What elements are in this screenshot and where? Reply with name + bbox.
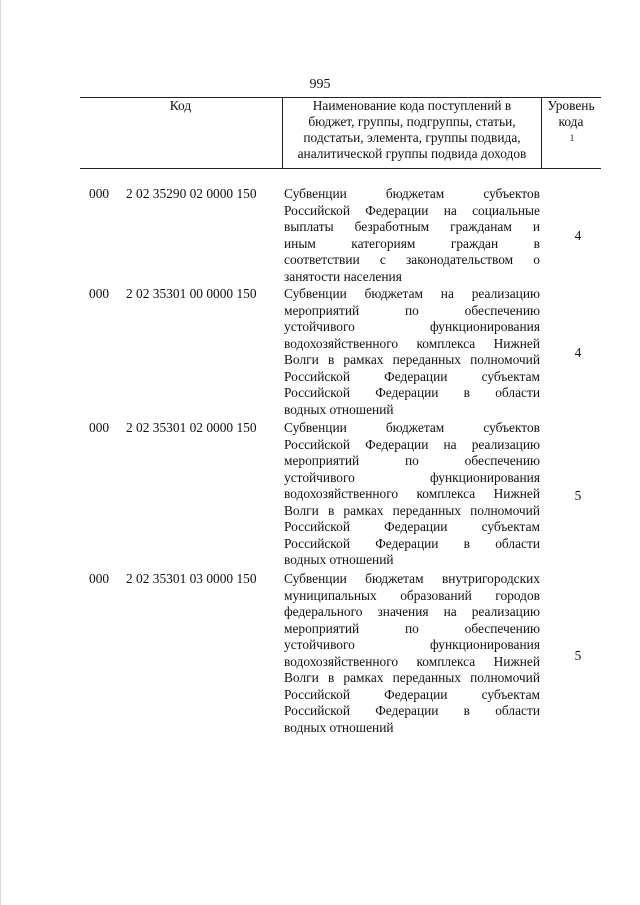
name-line: иным категориям граждан в	[284, 235, 540, 251]
admin-code: 000	[89, 286, 110, 301]
page-number: 995	[309, 77, 331, 92]
income-code: 2 02 35301 02 0000 150	[126, 420, 257, 435]
name-line: Субвенции бюджетам субъектов	[284, 420, 540, 435]
name-line: Российской Федерации на социальные	[284, 202, 540, 218]
admin-code: 000	[89, 420, 110, 435]
income-code: 2 02 35290 02 0000 150	[126, 186, 257, 201]
name-line: мероприятий по обеспечению	[284, 453, 540, 468]
header-name-line: бюджет, группы, подгруппы, статьи,	[308, 114, 516, 129]
name-line: муниципальных образований городов	[284, 587, 540, 603]
name-line: водохозяйственного комплекса Нижней	[284, 335, 540, 351]
name-line: водохозяйственного комплекса Нижней	[284, 653, 540, 669]
header-name	[282, 98, 542, 168]
name-line: Субвенции бюджетам на реализацию	[284, 286, 540, 301]
name-line: мероприятий по обеспечению	[284, 620, 540, 636]
table-header	[80, 97, 601, 169]
header-name-line: аналитической группы подвида доходов	[297, 146, 527, 161]
name-line: устойчивого функционирования	[284, 637, 540, 652]
header-level	[541, 98, 601, 168]
name-line: Российской Федерации на реализацию	[284, 436, 540, 452]
name-line: Российской Федерации субъектам	[284, 519, 540, 534]
level-value: 4	[574, 345, 582, 360]
income-code: 2 02 35301 03 0000 150	[126, 571, 257, 586]
header-level-line2	[541, 114, 601, 149]
header-level-line1: Уровень	[547, 98, 595, 113]
income-code: 2 02 35301 00 0000 150	[126, 286, 257, 301]
name-line: водных отношений	[284, 719, 394, 735]
level-value: 5	[574, 488, 582, 503]
income-name	[284, 571, 540, 736]
page-edge	[0, 0, 1, 905]
name-line: федерального значения на реализацию	[284, 604, 540, 619]
name-line: Российской Федерации субъектам	[284, 686, 540, 702]
name-line: устойчивого функционирования	[284, 469, 540, 485]
name-line: Волги в рамках переданных полномочий	[284, 502, 540, 518]
name-line: водных отношений	[284, 552, 394, 567]
name-line: соответствии с законодательством о	[284, 252, 540, 267]
name-line: Российской Федерации субъектам	[284, 368, 540, 384]
income-name	[284, 186, 540, 285]
name-line: выплаты безработным гражданам и	[284, 219, 540, 234]
header-level-kod: кода	[558, 114, 584, 129]
name-line: устойчивого функционирования	[284, 319, 540, 334]
admin-code: 000	[89, 186, 110, 201]
name-line: занятости населения	[284, 268, 402, 284]
header-code	[80, 98, 281, 168]
name-line: водохозяйственного комплекса Нижней	[284, 486, 540, 501]
income-name	[284, 286, 540, 418]
name-line: Субвенции бюджетам внутригородских	[284, 571, 540, 586]
footnote-marker: 1	[569, 133, 575, 143]
name-line: мероприятий по обеспечению	[284, 302, 540, 318]
level-value: 4	[574, 228, 582, 243]
header-code-label: Код	[169, 98, 192, 113]
header-name-line: подстатьи, элемента, группы подвида,	[303, 130, 521, 145]
name-line: Российской Федерации в области	[284, 385, 540, 400]
name-line: водных отношений	[284, 401, 394, 417]
name-line: Волги в рамках переданных полномочий	[284, 670, 540, 685]
name-line: Субвенции бюджетам субъектов	[284, 186, 540, 201]
name-line: Российской Федерации в области	[284, 703, 540, 718]
admin-code: 000	[89, 571, 110, 586]
name-line: Российской Федерации в области	[284, 535, 540, 551]
header-name-line: Наименование кода поступлений в	[312, 98, 512, 113]
income-name	[284, 420, 540, 569]
name-line: Волги в рамках переданных полномочий	[284, 352, 540, 367]
level-value: 5	[574, 648, 582, 663]
